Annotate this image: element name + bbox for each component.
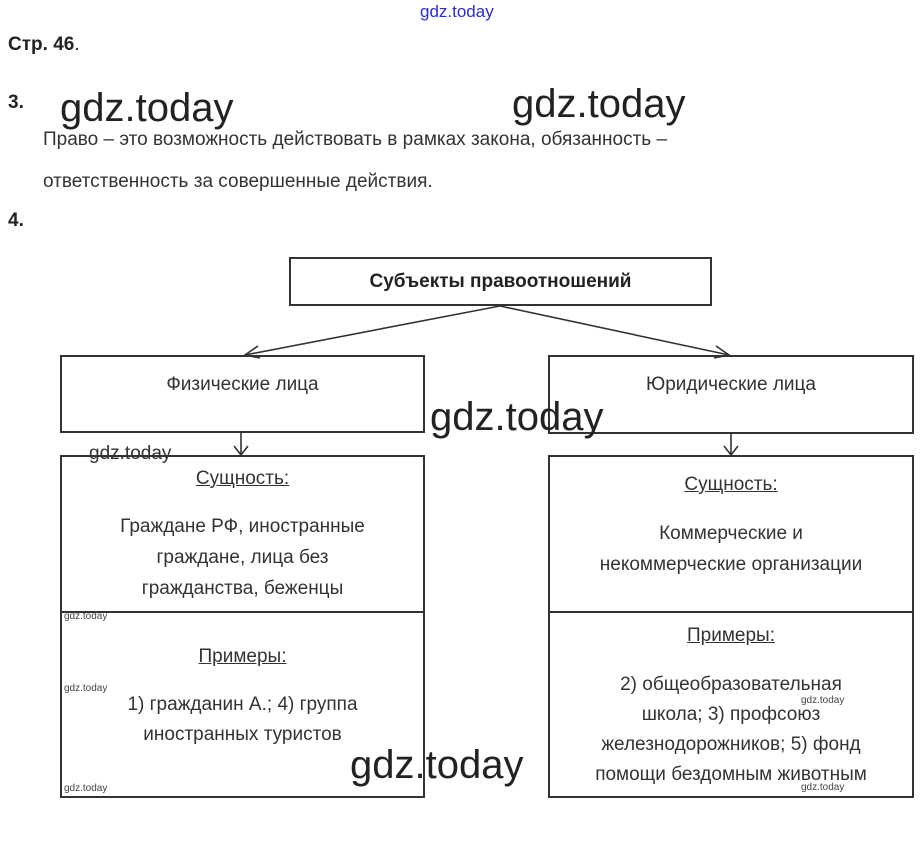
right-essence-line: некоммерческие организации — [599, 554, 863, 575]
watermark-small: gdz.today — [64, 611, 108, 622]
watermark-medium: gdz.today — [89, 443, 172, 464]
arrow-root-to-right — [500, 306, 729, 355]
question-3-answer-line-2: ответственность за совершенные действия. — [43, 171, 433, 192]
left-essence-line: Граждане РФ, иностранные — [120, 516, 365, 537]
watermark-small: gdz.today — [64, 783, 108, 794]
page-reference-dot: . — [74, 34, 80, 55]
left-essence-line: граждане, лица без — [156, 547, 329, 568]
watermark-big: gdz.today — [350, 743, 524, 787]
left-category-node — [60, 355, 425, 433]
right-examples-label: Примеры: — [687, 625, 775, 646]
left-examples-label: Примеры: — [198, 646, 287, 667]
right-essence-line: Коммерческие и — [659, 523, 803, 544]
watermark-big: gdz.today — [512, 82, 686, 126]
page-reference-label: Стр. 46 — [8, 34, 75, 55]
arrow-root-to-left — [245, 306, 500, 355]
left-divider — [62, 611, 423, 613]
right-category-label: Юридические лица — [646, 374, 816, 395]
watermark-small: gdz.today — [801, 695, 845, 706]
right-divider — [550, 611, 912, 613]
question-4-number: 4. — [8, 210, 24, 231]
right-examples-line: железнодорожников; 5) фонд — [601, 734, 861, 755]
left-essence-label: Сущность: — [195, 468, 290, 489]
watermark-top: gdz.today — [420, 2, 494, 21]
left-examples-line: 1) гражданин А.; 4) группа — [127, 694, 358, 715]
right-examples-line: 2) общеобразовательная — [620, 674, 842, 695]
right-examples-line: школа; 3) профсоюз — [641, 704, 821, 725]
right-examples-line: помощи бездомным животным — [595, 764, 867, 785]
watermark-big: gdz.today — [60, 86, 234, 130]
root-node-label: Субъекты правоотношений — [369, 271, 632, 292]
right-essence-label: Сущность: — [684, 474, 778, 495]
left-essence-line: гражданства, беженцы — [141, 578, 344, 599]
watermark-small: gdz.today — [801, 782, 845, 793]
watermark-small: gdz.today — [64, 683, 108, 694]
question-3-number: 3. — [8, 92, 24, 113]
root-node — [289, 257, 712, 306]
watermark-big: gdz.today — [430, 395, 604, 439]
question-3-answer-line-1: Право – это возможность действовать в рамках закона, обязанность – — [43, 129, 668, 150]
left-examples-line: иностранных туристов — [143, 724, 342, 745]
left-category-label: Физические лица — [166, 374, 319, 395]
right-detail-node — [548, 455, 914, 798]
